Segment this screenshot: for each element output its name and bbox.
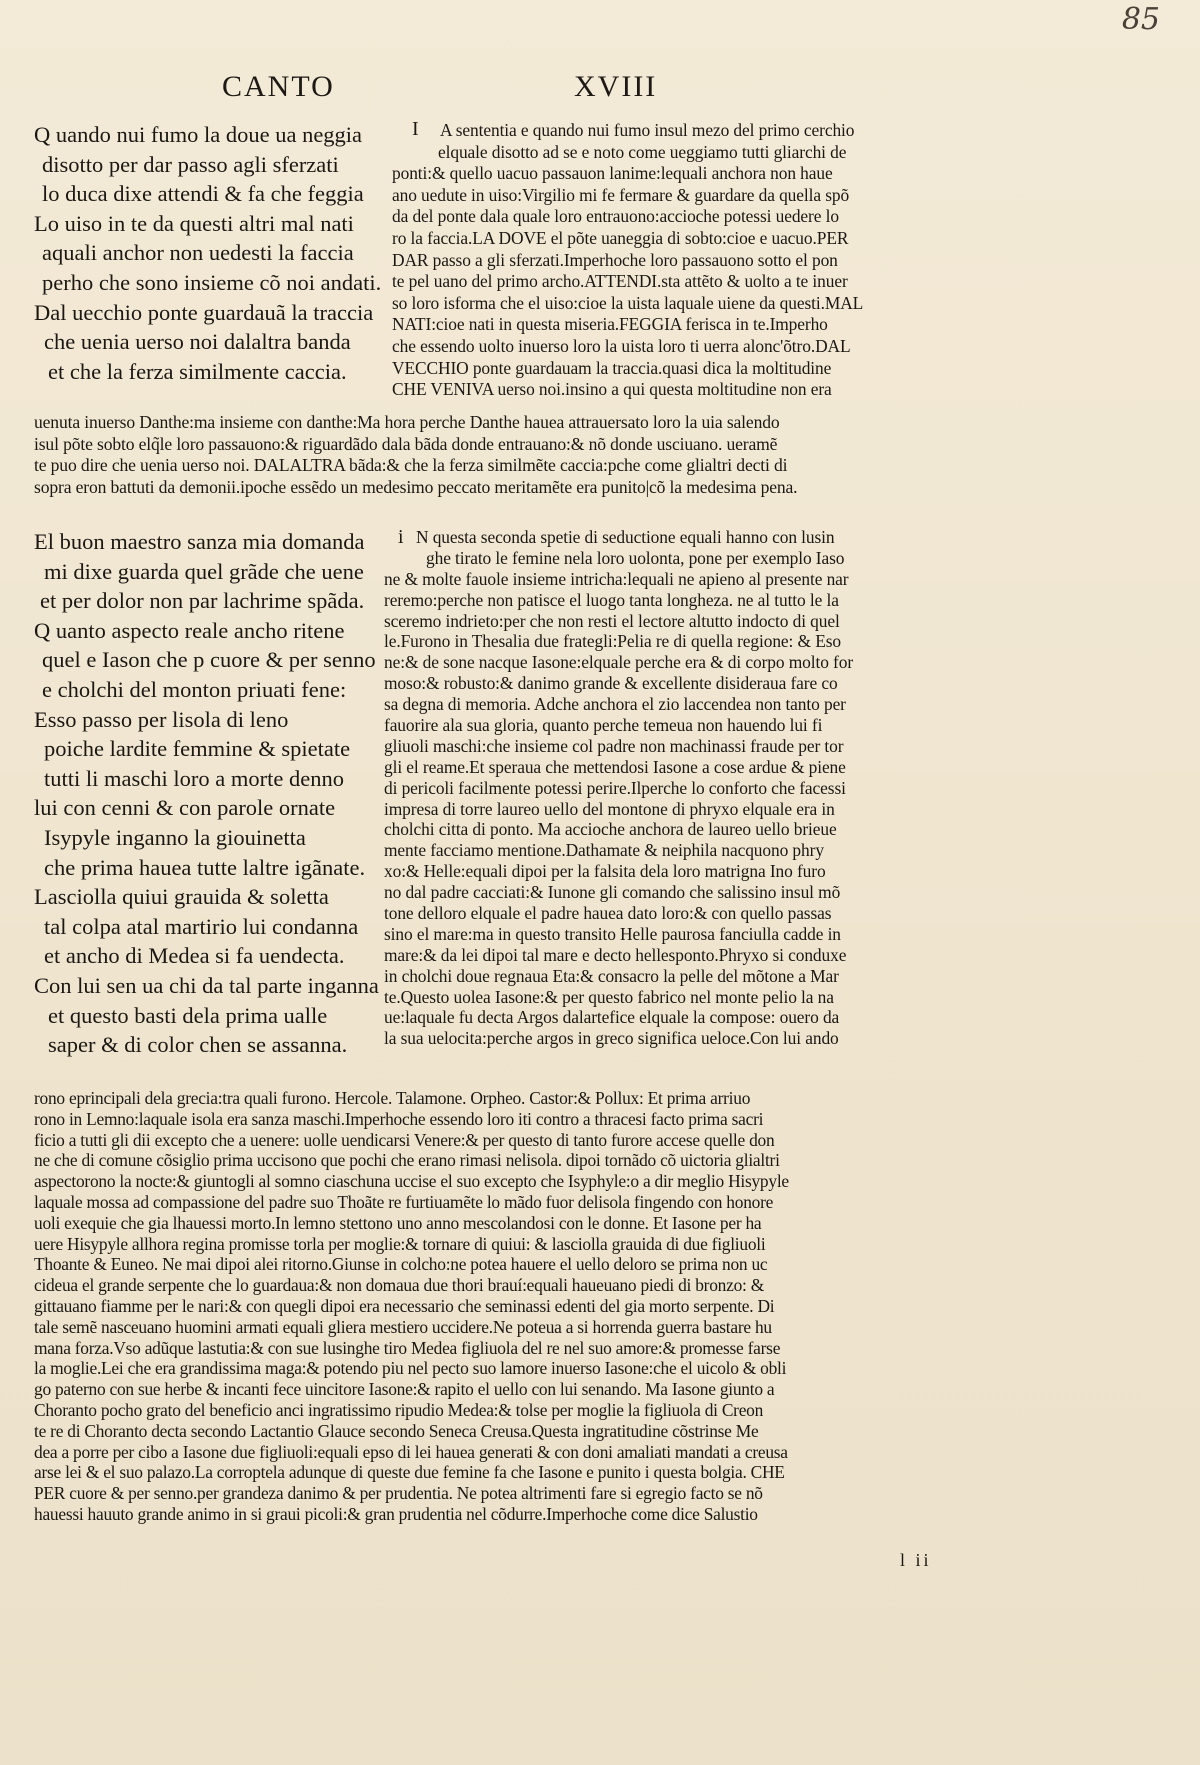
commentary-line: le.Furono in Thesalia due frategli:Pelia re di quella regione: & Eso bbox=[384, 631, 841, 652]
commentary-line: isul põte sobto elq̃le loro passauono:& riguardãdo dala bãda donde entrauano:& nõ donde usciuano. ueramẽ bbox=[34, 433, 778, 454]
commentary-line: dea a porre per cibo a Iasone due figliuoli:equali epso di lei hauea generati & con doni amaliati mandati a creusa bbox=[34, 1441, 788, 1462]
poem-line: Q uanto aspecto reale ancho ritene bbox=[34, 617, 345, 643]
commentary-line: in cholchi doue regnaua Eta:& consacro la pelle del mõtone a Mar bbox=[384, 965, 839, 986]
commentary-section-1-wide bbox=[34, 412, 980, 504]
commentary-line: CHE VENIVA uerso noi.insino a qui questa moltitudine non era bbox=[392, 379, 832, 400]
commentary-line: ro la faccia.LA DOVE el põte uaneggia di sobto:cioe e uacuo.PER bbox=[392, 227, 849, 248]
commentary-line: cideua el grande serpente che lo guardaua:& non domaua due thori brauí:equali haueuano piedi di bronzo: & bbox=[34, 1275, 764, 1296]
poem-line: disotto per dar passo agli sferzati bbox=[42, 151, 339, 177]
poem-line: El buon maestro sanza mia domanda bbox=[34, 529, 365, 554]
poem-line: et per dolor non par lachrime spãda. bbox=[40, 588, 365, 614]
commentary-line: te re di Choranto decta secondo Lactantio Glauce secondo Seneca Creusa.Questa ingratitudine cõstrinse Me bbox=[34, 1420, 759, 1441]
commentary-line: che essendo uolto inuerso loro la uista loro ti uerra alonc'õtro.DAL bbox=[392, 335, 851, 356]
commentary-line: sa degna di memoria. Adche anchora el zio laccendea non tanto per bbox=[384, 694, 846, 715]
commentary-line: go paterno con sue herbe & incanti fece uincitore Iasone:& rapito el uello con lui senando. Ma Iasone giunto a bbox=[34, 1379, 775, 1400]
commentary-line: PER cuore & per senno.per grandeza danimo & per prudentia. Ne potea altrimenti fare si egregio facto se nõ bbox=[34, 1483, 763, 1504]
poem-line: aquali anchor non uedesti la faccia bbox=[42, 240, 354, 266]
poem-line: perho che sono insieme cõ noi andati. bbox=[42, 269, 382, 295]
poem-line: tutti li maschi loro a morte denno bbox=[44, 765, 344, 791]
commentary-line: mente facciamo mentione.Dathamate & neiphila nacquono phry bbox=[384, 840, 824, 861]
poem-line: quel e Iason che p cuore & per senno bbox=[42, 647, 376, 673]
commentary-line: xo:& Helle:equali dipoi per la falsita dela loro matrigna Ino furo bbox=[384, 861, 826, 882]
running-header-number: XVIII bbox=[574, 70, 658, 103]
poem-line: et questo basti dela prima ualle bbox=[48, 1002, 328, 1028]
commentary-line: fauorire ala sua gloria, quanto perche temeua non hauendo lui fi bbox=[384, 715, 823, 736]
commentary-line: N questa seconda spetie di seductione equali hanno con lusin bbox=[416, 527, 835, 547]
commentary-line: uoli exequie che gia lhauessi morto.In lemno stettono uno anno mescolandosi con le donne. Et Iasone per ha bbox=[34, 1212, 762, 1233]
poem-line: et ancho di Medea si fa uendecta. bbox=[44, 943, 345, 969]
commentary-line: di pericoli facilmente potessi perire.Ilperche lo conforto che facessi bbox=[384, 777, 846, 798]
commentary-line: hauessi hauuto grande animo in si graui picoli:& gran prudentia nel cõdurre.Imperhoche come dice Salustio bbox=[34, 1503, 758, 1524]
commentary-line: reremo:perche non patisce el luogo tanta longheza. ne al tutto le la bbox=[384, 589, 839, 610]
commentary-line: moso:& robusto:& danimo grande & excellente disideraua fare co bbox=[384, 673, 838, 694]
commentary-line: so loro isforma che el uiso:cioe la uista laquale uiene da questi.MAL bbox=[392, 292, 864, 313]
commentary-line: rono eprincipali dela grecia:tra quali furono. Hercole. Talamone. Orpheo. Castor:& Pollux: Et prima arriuo bbox=[34, 1088, 751, 1108]
poem-line: tal colpa atal martirio lui condanna bbox=[44, 913, 359, 939]
commentary-line: Choranto pocho grato del beneficio anci ingratissimo ripudio Medea:& tolse per moglie la figliuola di Creon bbox=[34, 1399, 764, 1420]
commentary-line: ano uedute in uiso:Virgilio mi fe fermare & guardare da quella spõ bbox=[392, 184, 850, 205]
commentary-line: uenuta inuerso Danthe:ma insieme con danthe:Ma hora perche Danthe hauea attrauersato loro la uia salendo bbox=[34, 412, 780, 432]
commentary-line: gittauano fiamme per le nari:& con quegli dipoi era necessario che seminassi edenti del gia morto serpente. Di bbox=[34, 1295, 775, 1316]
poem-section-1 bbox=[34, 120, 394, 390]
poem-section-2 bbox=[34, 527, 404, 1067]
commentary-line: arse lei & el suo palazo.La corroptela adunque di queste due femine fa che Iasone e punito i questa bolgia. CHE bbox=[34, 1462, 785, 1483]
commentary-line: tale semẽ nasceuano huomini armati equali gliera mestiero uccidere.Ne poteua a si horrenda guerra bastare hu bbox=[34, 1316, 772, 1337]
commentary-section-1-column bbox=[392, 120, 977, 410]
poem-line: Con lui sen ua chi da tal parte inganna bbox=[34, 972, 379, 998]
commentary-line: VECCHIO ponte guardauam la traccia.quasi dica la moltitudine bbox=[392, 357, 832, 378]
poem-line: Lasciolla quiui grauida & soletta bbox=[34, 884, 329, 910]
commentary-line: rono in Lemno:laquale isola era sanza maschi.Imperhoche essendo loro iti contro a thracesi facto prima sacri bbox=[34, 1108, 764, 1129]
running-header-canto: CANTO bbox=[222, 70, 335, 103]
commentary-line: ue:laquale fu decta Argos dalartefice elquale la compose: ouero da bbox=[384, 1007, 840, 1028]
commentary-line: la moglie.Lei che era grandissima maga:& potendo piu nel pecto suo lamore inuerso Iasone:che el uicolo & obli bbox=[34, 1358, 787, 1379]
commentary-line: uere Hisypyle allhora regina promisse torla per moglie:& tornare di quiui: & lasciolla grauida di due figliuoli bbox=[34, 1233, 766, 1254]
commentary-line: ne & molte fauole insieme intricha:lequali ne apieno al presente nar bbox=[384, 568, 849, 589]
commentary-line: gli el reame.Et speraua che mettendosi Iasone a cose ardue & piene bbox=[384, 756, 846, 777]
commentary-line: laquale mossa ad compassione del padre suo Thoãte re furtiuamẽte lo mãdo fuor delisola fingendo con honore bbox=[34, 1191, 774, 1212]
poem-line: lui con cenni & con parole ornate bbox=[34, 795, 336, 821]
commentary-marker-1: I bbox=[412, 118, 419, 140]
commentary-line: ne:& de sone nacque Iasone:elquale perche era & di corpo molto for bbox=[384, 652, 854, 673]
commentary-line: Thoante & Euneo. Ne mai dipoi alei ritorno.Giunse in colcho:ne potea hauere el uello deloro se prima non uc bbox=[34, 1254, 768, 1275]
commentary-line: te puo dire che uenia uerso noi. DALALTRA bãda:& che la ferza similmẽte caccia:pche come glialtri decti di bbox=[34, 455, 788, 476]
commentary-line: sopra eron battuti da demonii.ipoche essẽdo un medesimo peccato meritamẽte era punito|cõ la medesima pena. bbox=[34, 476, 798, 497]
poem-line: lo duca dixe attendi & fa che feggia bbox=[42, 181, 364, 207]
poem-line: Isypyle inganno la giouinetta bbox=[44, 824, 306, 850]
poem-line: Lo uiso in te da questi altri mal nati bbox=[34, 210, 354, 236]
commentary-line: no dal padre cacciati:& Iunone gli comando che salissino insul mõ bbox=[384, 882, 841, 903]
commentary-line: A sententia e quando nui fumo insul mezo del primo cerchio bbox=[440, 120, 855, 140]
commentary-line: te.Questo uolea Iasone:& per questo fabrico nel monte pelio la na bbox=[384, 986, 834, 1007]
poem-line: poiche lardite femmine & spietate bbox=[44, 736, 351, 762]
commentary-section-2-column bbox=[384, 527, 982, 1057]
commentary-line: DAR passo a gli sferzati.Imperhoche loro passauono sotto el pon bbox=[392, 249, 838, 270]
commentary-line: sceremo indrieto:per che non resti el lectore altutto indocto di quel bbox=[384, 610, 840, 631]
poem-line: che prima hauea tutte laltre igãnate. bbox=[44, 854, 366, 880]
poem-line: et che la ferza similmente caccia. bbox=[48, 358, 347, 384]
poem-line: e cholchi del monton priuati fene: bbox=[42, 676, 347, 702]
commentary-line: ponti:& quello uacuo passauon lanime:lequali anchora non haue bbox=[392, 163, 833, 184]
commentary-line: impresa di torre laureo uello del montone di phryxo elquale era in bbox=[384, 798, 835, 819]
commentary-line: ficio a tutti gli dii excepto che a uenere: uolle uendicarsi Venere:& per questo di tanto furore accese quelle don bbox=[34, 1129, 775, 1150]
poem-line: mi dixe guarda quel grãde che uene bbox=[44, 558, 364, 584]
commentary-line: aspectorono la nocte:& giuntogli al somno ciaschuna uccise el suo excepto che Isyphyle:o a dir meglio Hisypyle bbox=[34, 1171, 789, 1192]
commentary-line: mana forza.Vso adũque lastutia:& con sue lusinghe tiro Medea figliuola del re nel suo amore:& promesse farse bbox=[34, 1337, 781, 1358]
commentary-line: la sua uelocita:perche argos in greco significa ueloce.Con lui ando bbox=[384, 1028, 839, 1049]
commentary-line: elquale disotto ad se e noto come ueggiamo tutti gliarchi de bbox=[438, 141, 847, 162]
commentary-line: tone delloro elquale el padre hauea dato loro:& con quello passas bbox=[384, 903, 832, 924]
commentary-line: sino el mare:ma in questo transito Helle paurosa fanciulla cadde in bbox=[384, 923, 841, 944]
poem-line: Dal uecchio ponte guardauã la traccia bbox=[34, 299, 374, 325]
commentary-line: mare:& da lei dipoi tal mare e decto hellesponto.Phryxo si conduxe bbox=[384, 944, 847, 965]
poem-line: Esso passo per lisola di leno bbox=[34, 706, 289, 732]
poem-line: che uenia uerso noi dalaltra banda bbox=[44, 329, 351, 355]
commentary-line: ghe tirato le femine nela loro uolonta, pone per exemplo Iaso bbox=[426, 547, 845, 568]
poem-line: Q uando nui fumo la doue ua neggia bbox=[34, 122, 363, 147]
commentary-line: NATI:cioe nati in questa miseria.FEGGIA ferisca in te.Imperho bbox=[392, 314, 828, 335]
folio-number: 85 bbox=[1121, 2, 1160, 37]
commentary-line: te pel uano del primo archo.ATTENDI.sta attẽto & uolto a te inuer bbox=[392, 271, 848, 292]
poem-line: saper & di color chen se assanna. bbox=[48, 1032, 348, 1058]
commentary-line: cholchi citta di ponto. Ma accioche anchora de laureo uello brieue bbox=[384, 819, 837, 840]
commentary-marker-2: i bbox=[398, 526, 404, 548]
commentary-line: gliuoli maschi:che insieme col padre non machinassi fraude per tor bbox=[384, 735, 844, 756]
commentary-line: da del ponte dala quale loro entrauono:accioche potessi uedere lo bbox=[392, 206, 839, 227]
signature-mark: l ii bbox=[900, 1550, 932, 1570]
commentary-line: ne che di comune cõsiglio prima uccisono que pochi che erano rimasi nelisola. dipoi tornãdo cõ uictoria glialtri bbox=[34, 1150, 780, 1171]
commentary-section-2-wide bbox=[34, 1088, 980, 1533]
